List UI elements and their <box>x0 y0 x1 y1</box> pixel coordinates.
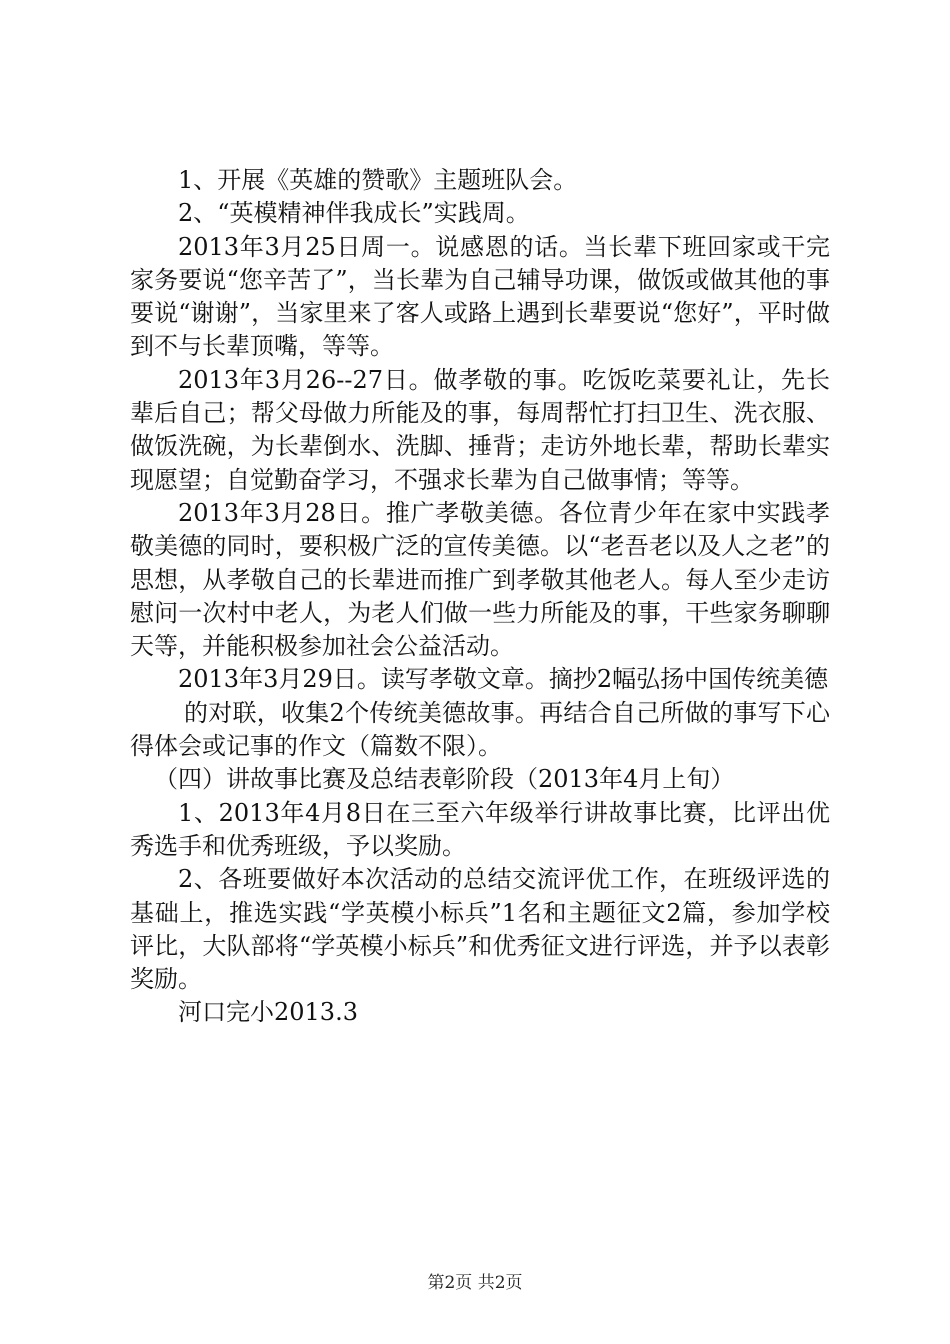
document-body <box>130 164 830 1030</box>
signature-line: 河口完小2013.3 <box>178 998 358 1027</box>
paragraph-summary-award: 2、各班要做好本次活动的总结交流评优工作，在班级评选的基础上，推选实践“学英模小标兵”1名和主题征文2篇，参加学校评比，大队部将“学英模小标兵”和优秀征文进行评选，并予以表彰奖励。 <box>130 865 830 994</box>
section-heading-stage-four: （四）讲故事比赛及总结表彰阶段（2013年4月上旬） <box>154 765 735 794</box>
paragraph-march-28: 2013年3月28日。推广孝敬美德。各位青少年在家中实践孝敬美德的同时，要积极广泛的宣传美德。以“老吾老以及人之老”的思想，从孝敬自己的长辈进而推广到孝敬其他老人。每人至少走访慰问一次村中老人，为老人们做一些力所能及的事，干些家务聊聊天等，并能积极参加社会公益活动。 <box>130 498 830 661</box>
paragraph-march-29: 2013年3月29日。读写孝敬文章。摘抄2幅弘扬中国传统美德 <box>178 665 829 694</box>
paragraph-march-26-27: 2013年3月26--27日。做孝敬的事。吃饭吃菜要礼让，先长辈后自己；帮父母做力所能及的事，每周帮忙打扫卫生、洗衣服、做饭洗碗，为长辈倒水、洗脚、捶背；走访外地长辈，帮助长辈实现愿望；自觉勤奋学习，不强求长辈为自己做事情；等等。 <box>130 365 830 494</box>
page-number-footer: 第2页 共2页 <box>427 1273 523 1293</box>
paragraph-march-29-continued: 的对联，收集2个传统美德故事。再结合自己所做的事写下心得体会或记事的作文（篇数不限）。 <box>130 698 830 761</box>
paragraph-march-25: 2013年3月25日周一。说感恩的话。当长辈下班回家或干完家务要说“您辛苦了”，当长辈为自己辅导功课，做饭或做其他的事要说“谢谢”，当家里来了客人或路上遇到长辈要说“您好”，平时做到不与长辈顶嘴，等等。 <box>130 232 830 361</box>
paragraph-practice-week: 2、“英模精神伴我成长”实践周。 <box>178 199 530 228</box>
paragraph-theme-meeting: 1、开展《英雄的赞歌》主题班队会。 <box>178 166 578 194</box>
paragraph-storytelling-contest: 1、2013年4月8日在三至六年级举行讲故事比赛，比评出优秀选手和优秀班级，予以奖励。 <box>130 798 830 860</box>
